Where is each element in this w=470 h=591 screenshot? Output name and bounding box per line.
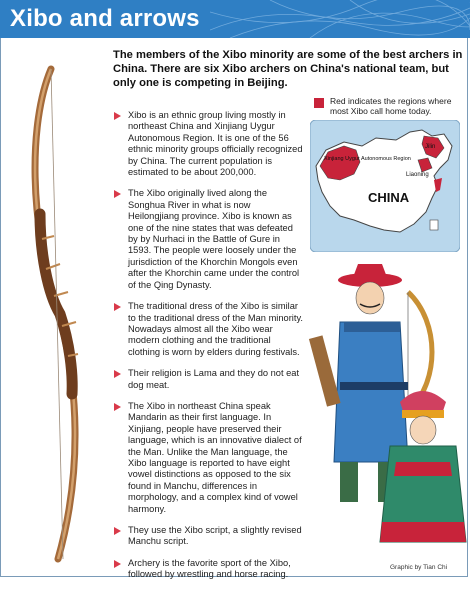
legend-swatch xyxy=(314,98,324,108)
bullet-arrow-icon xyxy=(114,190,121,198)
header-banner xyxy=(0,0,470,38)
page-title: Xibo and arrows xyxy=(10,5,200,32)
list-item: The traditional dress of the Xibo is similar to the traditional dress of the Man minority. Nowadays almost all the Xibo wear modern clothing and the traditional clothing is worn by elders during festivals. xyxy=(114,301,304,358)
bullet-arrow-icon xyxy=(114,112,121,120)
list-item: Their religion is Lama and they do not eat dog meat. xyxy=(114,368,304,391)
bullet-arrow-icon xyxy=(114,370,121,378)
map-legend xyxy=(314,96,464,116)
map-label-china: CHINA xyxy=(368,190,410,205)
list-item: Xibo is an ethnic group living mostly in northeast China and Xinjiang Uygur Autonomous Region. It is one of the 56 ethnic minority groups officially recognized by China. The current population is estimated to be about 200,000. xyxy=(114,110,304,178)
list-item: The Xibo in northeast China speak Mandarin as their first language. In Xinjiang, people have preserved their language, which is an innovative dialect of the Man. Unlike the Man language, the Xibo language is reported to have eight vowel distinctions as opposed to the six found in Manchu, differences in morphology, and a complex kind of vowel harmony. xyxy=(114,401,304,515)
bullet-arrow-icon xyxy=(114,303,121,311)
intro-text: The members of the Xibo minority are some of the best archers in China. There are six Xibo archers on China's national team, but only one is competing in Beijing. xyxy=(113,49,463,89)
bullet-list xyxy=(114,110,304,591)
xibo-people-illustration xyxy=(300,262,470,562)
bow-illustration xyxy=(18,64,108,564)
map-label-liaoning: Liaoning xyxy=(406,172,429,178)
map-label-xinjiang: Xinjiang Uygur Autonomous Region xyxy=(324,156,411,162)
list-item: The Xibo originally lived along the Songhua River in what is now Heilongjiang province. Xibo is known as one of the nine states that was defeated by by Nurhaci in the Battle of Gure in 1593. The people were loosely under the jurisdiction of the Khorchin Mongols even after the Khorchin came under the control of the Qing Dynasty. xyxy=(114,188,304,291)
list-item: They use the Xibo script, a slightly revised Manchu script. xyxy=(114,525,304,548)
list-item: Archery is the favorite sport of the Xibo, followed by wrestling and horse racing. xyxy=(114,558,304,581)
bullet-arrow-icon xyxy=(114,527,121,535)
china-map xyxy=(310,120,460,252)
graphic-credit: Graphic by Tian Chi xyxy=(390,564,448,571)
map-label-jilin: Jilin xyxy=(425,144,436,150)
legend-text: Red indicates the regions where most Xibo call home today. xyxy=(330,96,452,116)
header-texture xyxy=(210,0,470,38)
bullet-arrow-icon xyxy=(114,403,121,411)
bullet-arrow-icon xyxy=(114,560,121,568)
